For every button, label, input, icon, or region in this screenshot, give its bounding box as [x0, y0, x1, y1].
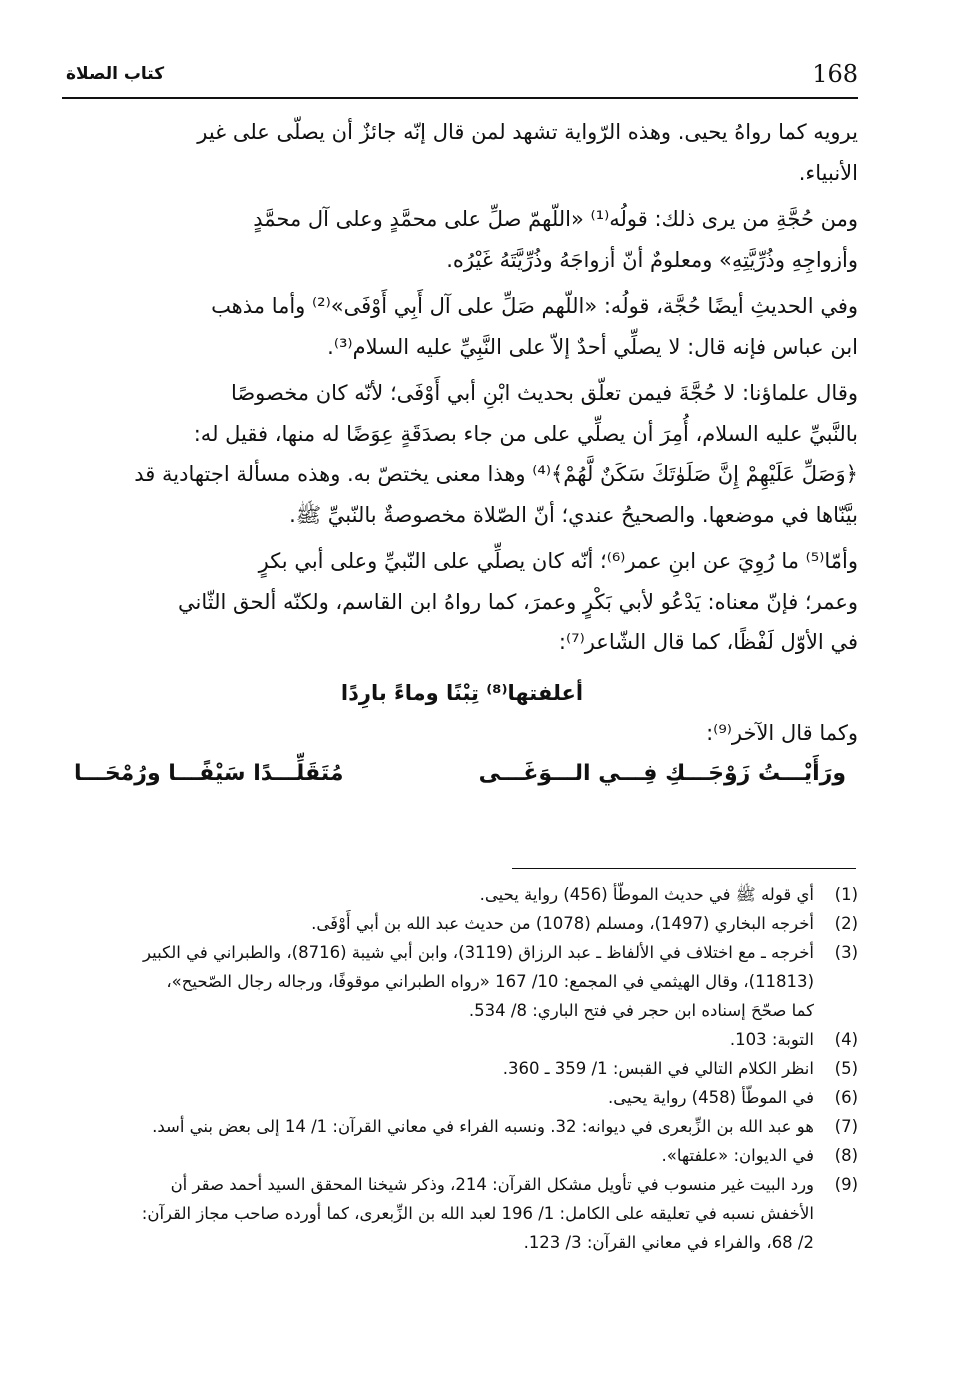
footnote: [66, 1083, 858, 1112]
paragraph-4: [66, 373, 858, 535]
footnote: [66, 1112, 858, 1141]
text-line: وفي الحديثِ أيضًا حُجَّة، قولُه: «اللّهم صَلِّ على آل أَبِي أَوْفَى»⁽²⁾ وأما مذهب: [211, 294, 858, 318]
footnote-text: [66, 1170, 814, 1257]
footnote-line: في الديوان: «علفتها».: [661, 1146, 814, 1165]
text-line: وأزواجِهِ وذُرِّيَّتِهِ» ومعلومٌ أنّ أزواجَهُ وذُرِّيَّتَهُ غَيْرُه.: [446, 247, 858, 272]
page-number: 168: [812, 60, 858, 88]
text-line: بالنَّبيِّ عليه السلام، أُمِرَ أن يصلِّي على من جاء بصدَقَةٍ عِوَضًا له منها، فقيل له:: [193, 421, 858, 446]
footnote-line: في الموطّأ (458) رواية يحيى.: [607, 1088, 814, 1107]
footnote: [66, 938, 858, 1025]
footnote-text: [66, 1141, 814, 1170]
footnote-line: أخرجه ـ مع اختلاف في الألفاظ ـ عبد الرزاق (3119)، وابن أبي شيبة (8716)، والطبراني في الكبير: [143, 943, 814, 962]
poetry-verse-2: [66, 754, 858, 795]
footnote-line: هو عبد الله بن الزِّبعرى في ديوانه: 32. ونسبه الفراء في معاني القرآن: 1/ 14 إلى بعض بني أسد.: [152, 1117, 814, 1136]
footnote-text: [66, 1112, 814, 1141]
footnote-line: انظر الكلام التالي في القبس: 1/ 359 ـ 360.: [502, 1059, 814, 1078]
footnote-number: (2): [834, 914, 858, 933]
footnote-number: (3): [834, 943, 858, 962]
main-text: [66, 112, 858, 794]
paragraph-6: وكما قال الآخر⁽⁹⁾:: [706, 721, 858, 745]
footnote: [66, 1054, 858, 1083]
footnote-line: كما صحّحَ إسناده ابن حجر في فتح الباري: 8/ 534.: [468, 1001, 814, 1020]
footnote-text: [66, 938, 814, 1025]
footnote: [66, 909, 858, 938]
verse-hemistich-first: ورَأَيْـــتُ زَوْجَـــكِ فِـــي الـــوَغَـــى: [478, 760, 846, 786]
text-line: الأنبياء.: [798, 160, 858, 185]
text-line: وأمّا⁽⁵⁾ ما رُوِيَ عن ابنِ عمر⁽⁶⁾؛ أنّه كان يصلِّي على النّبيِّ وعلى أبي بكرٍ: [258, 549, 858, 573]
paragraph-1: [66, 112, 858, 193]
verse-hemistich-second: مُتَقَلِّـــدًا سَيْفًـــا ورُمْحَـــا: [74, 760, 344, 786]
paragraph-3: [66, 286, 858, 367]
footnote-number: (4): [834, 1030, 858, 1049]
paragraph-5: [66, 541, 858, 663]
quran-quote-line: ﴿وَصَلِّ عَلَيْهِمْ إِنَّ صَلَوٰتَكَ سَكَنٌ لَّهُمْ﴾⁽⁴⁾ وهذا معنى يختصّ به. وهذه مسألة اجتهادية قد: [134, 462, 858, 486]
text-line: وقال علماؤنا: لا حُجَّةَ فيمن تعلّق بحديث ابْنِ أبي أَوْفَى؛ لأنّه كان مخصوصًا: [230, 381, 858, 405]
footnote-separator: [512, 868, 856, 869]
footnote-line: (11813)، وقال الهيثمي في المجمع: 10/ 167 «رواه الطبراني موقوفًا، ورجاله رجال الصّحيح»،: [166, 972, 814, 991]
footnote-number: (1): [834, 885, 858, 904]
running-title: كتاب الصلاة: [66, 64, 165, 84]
text-line: ومن حُجَّةِ من يرى ذلك: قولُه⁽¹⁾ «اللّهمّ صلِّ على محمَّدٍ وعلى آل محمَّدٍ: [253, 207, 858, 231]
text-line: يرويه كما رواهُ يحيى. وهذه الرّواية تشهد لمن قال إنّه جائزٌ أن يصلّى على غير: [197, 120, 858, 144]
footnote-number: (6): [834, 1088, 858, 1107]
footnote-text: [66, 909, 814, 938]
text-line: ابن عباس فإنه قال: لا يصلِّي أحدٌ إلاّ على النَّبِيِّ عليه السلام⁽³⁾.: [327, 334, 858, 359]
footnote-number: (8): [834, 1146, 858, 1165]
footnote-number: (7): [834, 1117, 858, 1136]
paragraph-2: [66, 199, 858, 280]
header-rule: [62, 97, 858, 99]
text-line: وعمر؛ فإنّ معناه: يَدْعُو لأبي بَكْرٍ وعمرَ، كما رواهُ ابن القاسم، ولكنّه ألحق الثّاني: [178, 589, 858, 614]
footnote: [66, 1170, 858, 1257]
footnote-line: أخرجه البخاري (1497)، ومسلم (1078) من حديث عبد الله بن أبي أَوْفَى.: [311, 914, 814, 933]
footnotes-section: [66, 880, 858, 1257]
footnote-text: [66, 1025, 814, 1054]
footnote-text: [66, 1083, 814, 1112]
page-header: [62, 58, 858, 94]
footnote: [66, 1141, 858, 1170]
footnote-text: [66, 880, 814, 909]
footnote-line: 2/ 68، والفراء في معاني القرآن: 3/ 123.: [523, 1233, 814, 1252]
text-line: بيَّنّاها في موضعها. والصحيحُ عندي؛ أنّ الصّلاة مخصوصةٌ بالنّبيِّ ﷺ.: [289, 502, 858, 527]
footnote-line: أي قوله ﷺ في حديث الموطّأ (456) رواية يحيى.: [479, 885, 814, 904]
poetry-verse-1: أعلفتها⁽⁸⁾ تِبْنًا وماءً بارِدًا: [340, 680, 584, 705]
footnote-number: (9): [834, 1175, 858, 1194]
footnote-line: التوبة: 103.: [729, 1030, 814, 1049]
footnote-line: الأخفش نسبه في تعليقه على الكامل: 1/ 196 لعبد الله بن الزِّبعرى، كما أورده صاحب مجاز القرآن:: [141, 1204, 814, 1223]
footnote: [66, 1025, 858, 1054]
footnote: [66, 880, 858, 909]
footnote-line: ورد البيت غير منسوب في تأويل مشكل القرآن: 214، وذكر شيخنا المحقق السيد أحمد صقر أن: [170, 1175, 814, 1194]
footnote-number: (5): [834, 1059, 858, 1078]
text-line: في الأوّل لَفْظًا، كما قال الشّاعر⁽⁷⁾:: [558, 630, 858, 654]
footnote-text: [66, 1054, 814, 1083]
